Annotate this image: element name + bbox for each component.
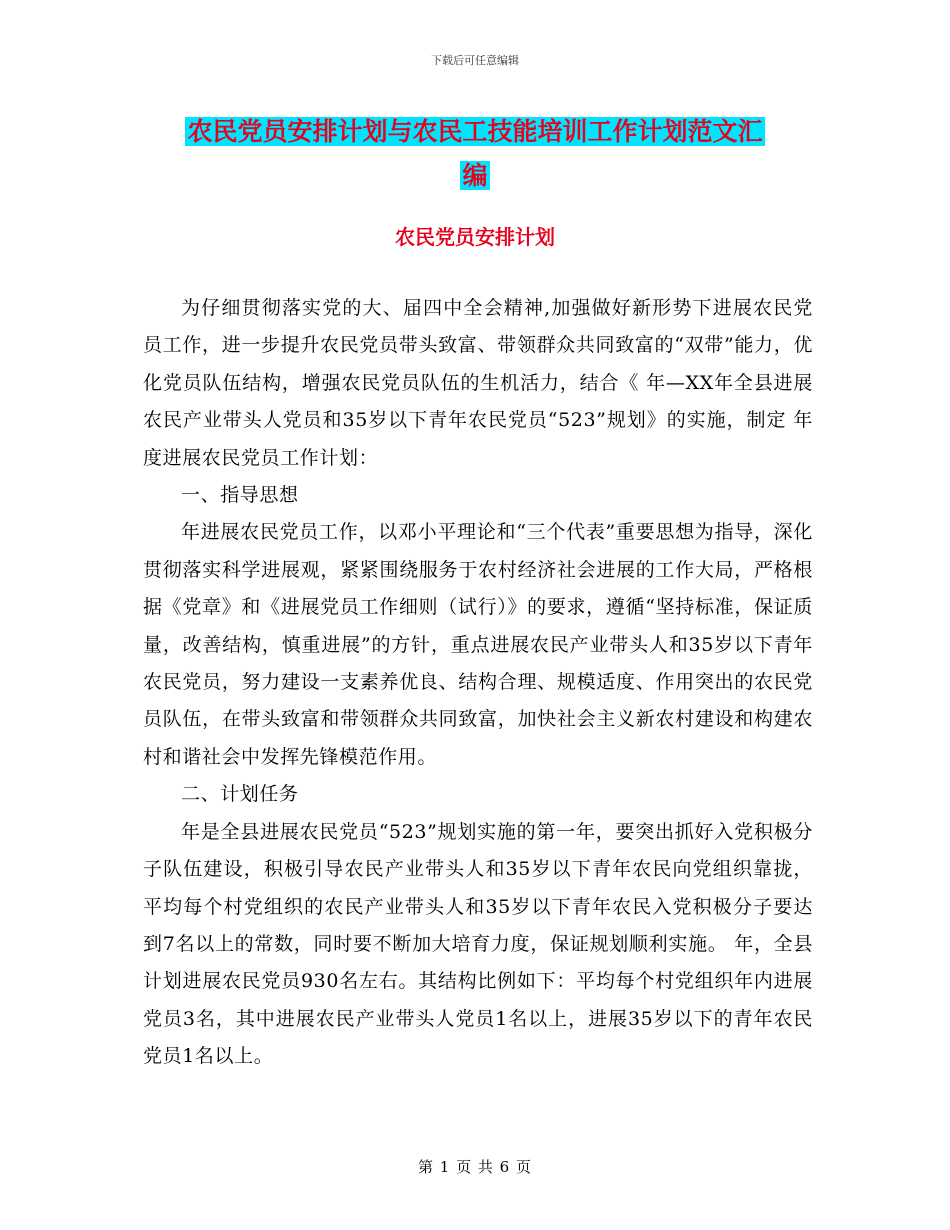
document-body xyxy=(143,290,813,1076)
page-header-note: 下载后可任意编辑 xyxy=(431,54,519,67)
document-title xyxy=(140,110,810,198)
heading-plan-tasks: 二、计划任务 xyxy=(181,783,299,806)
heading-guiding-ideology: 一、指导思想 xyxy=(181,484,299,507)
paragraph-plan-tasks: 年是全县进展农民党员“523”规划实施的第一年，要突出抓好入党积极分子队伍建设，积极引导农民产业带头人和35岁以下青年农民向党组织靠拢，平均每个村党组织的农民产业带头人和35岁以下青年农民入党积极分子要达到7名以上的常数，同时要不断加大培育力度，保证规划顺利实施。 年，全县计划进展农民党员930名左右。其结构比例如下：平均每个村党组织年内进展党员3名，其中进展农民产业带头人党员1名以上，进展35岁以下的青年农民党员1名以上。 xyxy=(143,820,813,1068)
document-title-line-1: 农民党员安排计划与农民工技能培训工作计划范文汇 xyxy=(187,117,763,146)
document-title-line-2: 编 xyxy=(462,161,488,190)
section-title: 农民党员安排计划 xyxy=(395,225,555,249)
paragraph-guiding-ideology: 年进展农民党员工作，以邓小平理论和“三个代表”重要思想为指导，深化贯彻落实科学进展观，紧紧围绕服务于农村经济社会进展的工作大局，严格根据《党章》和《进展党员工作细则（试行）》的要求，遵循“坚持标准，保证质量，改善结构，慎重进展”的方针，重点进展农民产业带头人和35岁以下青年农民党员，努力建设一支素养优良、结构合理、规模适度、作用突出的农民党员队伍，在带头致富和带领群众共同致富，加快社会主义新农村建设和构建农村和谐社会中发挥先锋模范作用。 xyxy=(143,521,813,768)
page-number: 第 1 页 共 6 页 xyxy=(418,1158,532,1176)
paragraph-intro: 为仔细贯彻落实党的大、届四中全会精神,加强做好新形势下进展农民党员工作，进一步提升农民党员带头致富、带领群众共同致富的“双带”能力，优化党员队伍结构，增强农民党员队伍的生机活力，结合《 年—XX年全县进展农民产业带头人党员和35岁以下青年农民党员“523”规划》的实施，制定 年度进展农民党员工作计划： xyxy=(143,297,813,469)
